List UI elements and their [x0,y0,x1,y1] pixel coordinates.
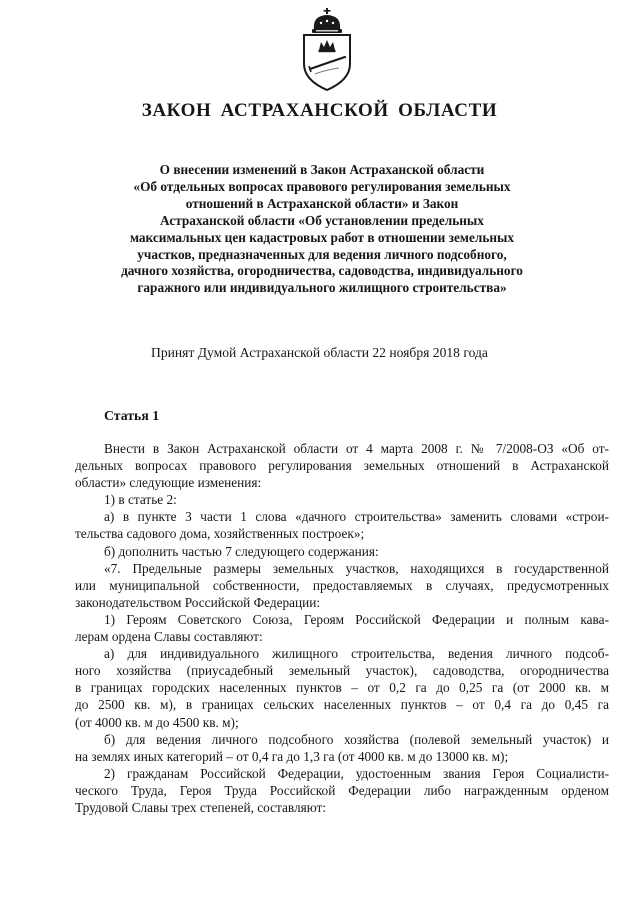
body-line: законодательством Российской Федерации: [75,594,321,610]
subtitle-line: максимальных цен кадастровых работ в отношении земельных [129,229,515,245]
body-line: на землях иных категорий – от 0,4 га до 1,3 га (от 4000 кв. м до 13000 кв. м); [75,748,509,764]
subtitle-line: гаражного или индивидуального жилищного строительства» [137,280,507,296]
body-line: а) для индивидуального жилищного строительства, ведения личного подсоб- [104,646,609,662]
body-line: лерам ордена Славы составляют: [75,629,263,645]
body-line: 1) Героям Советского Союза, Героям Российской Федерации и полным кава- [104,611,609,627]
body-line: ческого Труда, Героя Труда Российской Федерации либо награжденным орденом [75,782,609,798]
adoption-note: Принят Думой Астраханской области 22 ноября 2018 года [151,345,488,360]
article-heading: Статья 1 [104,408,160,423]
body-line: а) в пункте 3 части 1 слова «дачного строительства» заменить словами «строи- [104,509,609,525]
body-line: 2) гражданам Российской Федерации, удостоенным звания Героя Социалисти- [104,765,609,781]
body-line: тельства садового дома, хозяйственных построек»; [75,526,365,542]
body-line: Трудовой Славы трех степеней, составляют: [75,799,327,815]
subtitle-line: Астраханской области «Об установлении предельных [160,212,484,228]
subtitle-line: участков, предназначенных для ведения личного подсобного, [137,246,507,262]
subtitle-line: дачного хозяйства, огородничества, садоводства, индивидуального [121,263,523,279]
body-line: (от 4000 кв. м до 4500 кв. м); [75,714,239,730]
law-subtitle [72,162,572,297]
body-line: «7. Предельные размеры земельных участков, находящихся в государственной [104,560,609,576]
body-line: б) для ведения личного подсобного хозяйства (полевой земельный участок) и [104,731,609,747]
body-line: Внести в Закон Астраханской области от 4 марта 2008 г. № 7/2008-ОЗ «Об от- [104,441,609,456]
subtitle-line: «Об отдельных вопросах правового регулирования земельных [133,178,511,194]
body-line: дельных вопросах правового регулирования земельных отношений в Астраханской [75,458,609,474]
body-line: области» следующие изменения: [75,475,262,491]
law-title: ЗАКОН АСТРАХАНСКОЙ ОБЛАСТИ [141,100,498,121]
body-line: 1) в статье 2: [104,492,177,508]
body-line: до 2500 кв. м), в границах сельских населенных пунктов – от 0,4 га до 0,45 га [75,697,609,713]
body-line: ного хозяйства (приусадебный земельный участок), садоводства, огородничества [75,663,609,679]
coat-of-arms-icon [297,8,357,96]
subtitle-line: отношений в Астраханской области» и Закон [185,195,459,211]
article-body [75,440,609,816]
body-line: б) дополнить частью 7 следующего содержания: [104,543,379,559]
body-line: в границах городских населенных пунктов – от 0,2 га до 0,25 га (от 2000 кв. м [75,680,609,696]
body-line: или муниципальной собственности, предоставляемых в случаях, предусмотренных [75,577,609,593]
subtitle-line: О внесении изменений в Закон Астраханской области [159,162,485,177]
